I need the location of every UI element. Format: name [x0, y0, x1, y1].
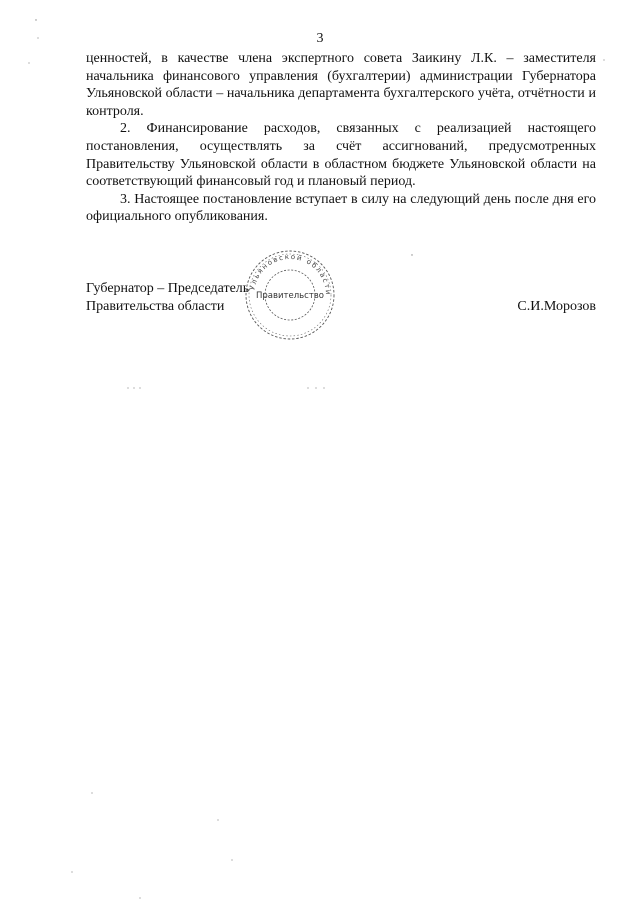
signatory-name: С.И.Морозов — [517, 299, 596, 314]
document-body — [86, 50, 596, 226]
signatory-title-line-2: Правительства области — [86, 299, 225, 314]
seal-center-text: Правительство — [256, 291, 324, 301]
seal-ring-text: Ульяновской области — [248, 252, 333, 297]
paragraph-effective-date: 3. Настоящее постановление вступает в силу на следующий день после дня его официального опубликования. — [86, 191, 596, 225]
signatory-title-line-1: Губернатор – Председатель — [86, 281, 250, 296]
svg-text:Ульяновской области — [248, 253, 332, 296]
signatory-title — [86, 280, 249, 316]
paragraph-continuation: ценностей, в качестве члена экспертного совета Заикину Л.К. – заместителя начальника финансового управления (бухгалтерии) администрации Губернатора Ульяновской области – начальника департамента бухгалтерского учёта, отчётности и контроля. — [86, 51, 596, 119]
paragraph-financing: 2. Финансирование расходов, связанных с реализацией настоящего постановления, осуществлять за счёт ассигнований, предусмотренных Правительству Ульяновской области в областном бюджете Ульяновской области на соответствующий финансовый год и плановый период. — [86, 121, 596, 190]
official-seal-stamp — [244, 249, 336, 341]
page-number: 3 — [316, 31, 324, 46]
